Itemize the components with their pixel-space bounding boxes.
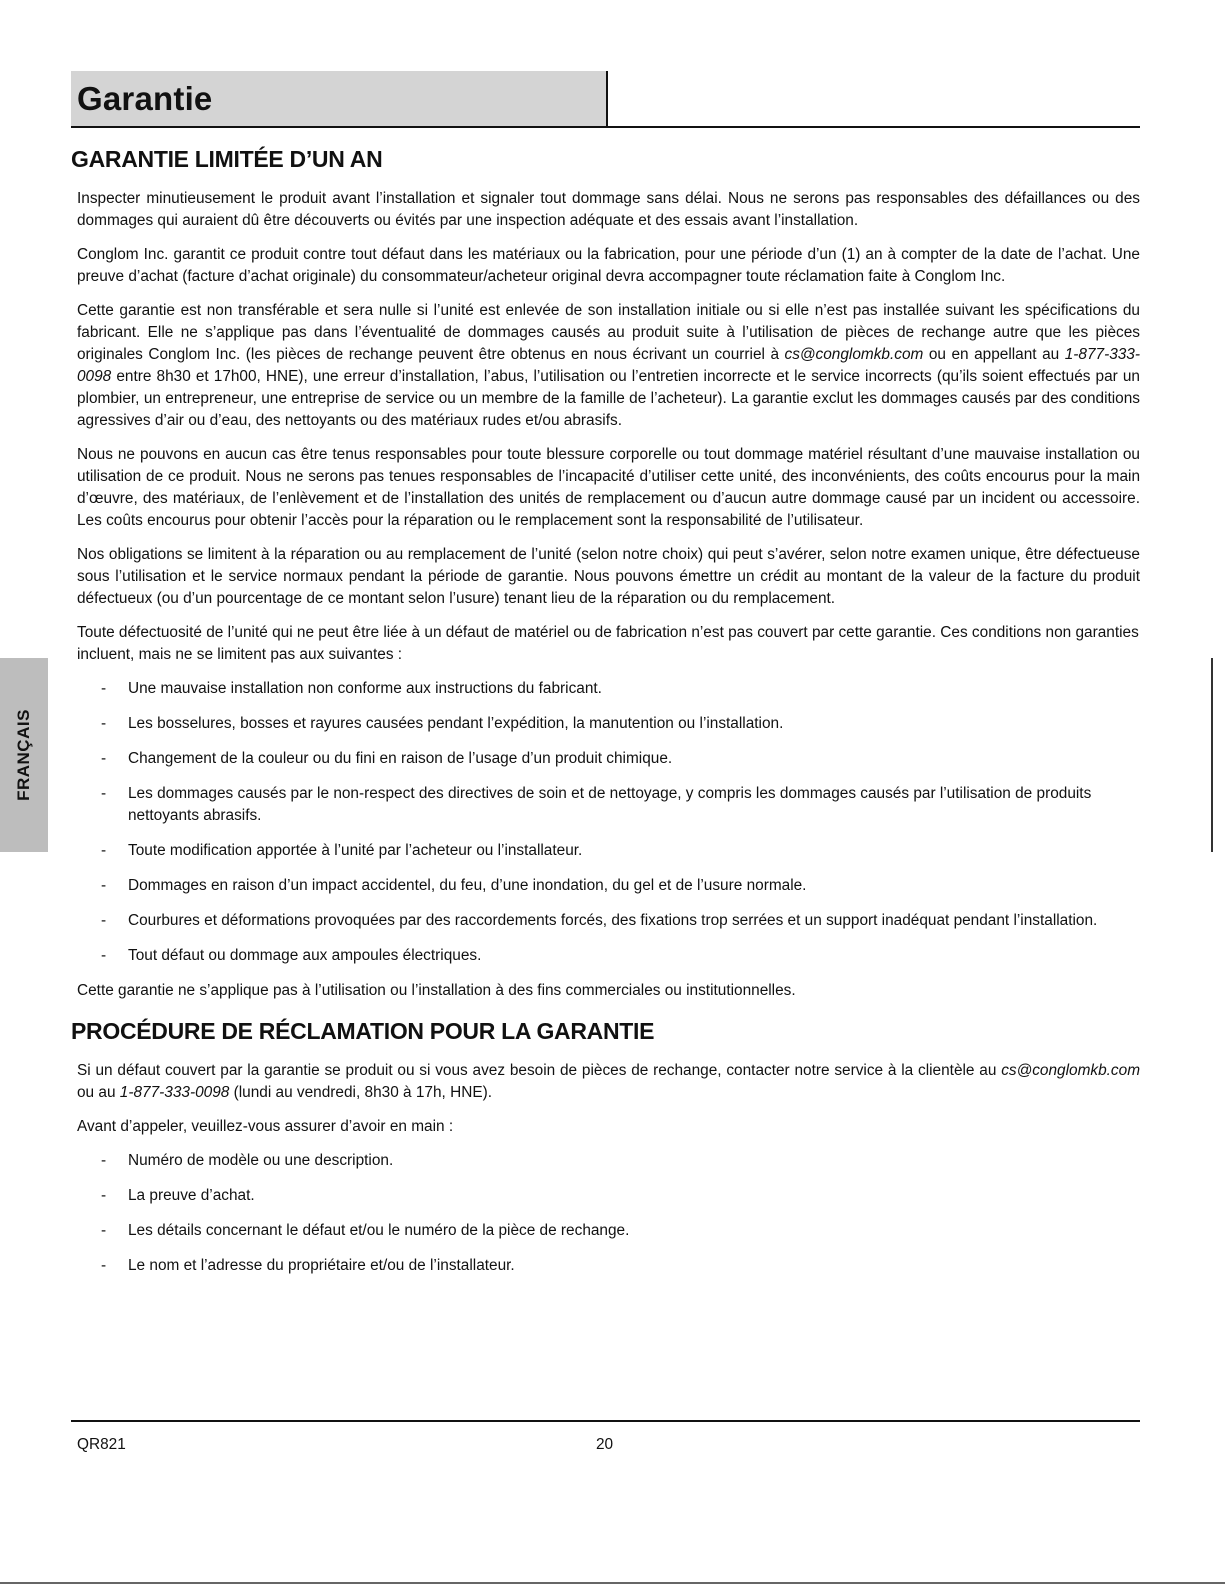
- warranty-paragraph-3: [77, 300, 1140, 432]
- list-item-text: La preuve d’achat.: [128, 1187, 255, 1204]
- list-item-text: Numéro de modèle ou une description.: [128, 1152, 394, 1169]
- support-phone-link[interactable]: 1-877-333-0098: [77, 346, 1140, 385]
- list-item: [71, 910, 1140, 932]
- dash-marker: -: [101, 715, 107, 732]
- language-tab-label: FRANÇAIS: [14, 709, 33, 801]
- dash-marker: -: [101, 1152, 107, 1169]
- warranty-paragraph-2: Conglom Inc. garantit ce produit contre tout défaut dans les matériaux ou la fabrication, pour une période d’un (1) an à compter de la date de l’achat. Une preuve d’achat (facture d’achat originale) du consommateur/acheteur original devra accompagner toute réclamation faite à Conglom Inc.: [77, 246, 1140, 285]
- list-item: [71, 945, 1140, 967]
- dash-marker: -: [101, 750, 107, 767]
- warranty-paragraph-3-part-c: entre 8h30 et 17h00, HNE), une erreur d’installation, l’abus, l’utilisation ou l’entretien incorrecte et le service incorrects (qu’ils soient effectués par un plombier, un entrepreneur, une entreprise de service ou un membre de la famille de l’acheteur). La garantie exclut les dommages causés par des conditions agressives d’air ou d’eau, des nettoyants ou des matériaux rudes et/ou abrasifs.: [77, 368, 1140, 429]
- dash-marker: -: [101, 912, 107, 929]
- header-banner: [71, 71, 608, 126]
- warranty-paragraph-5: Nos obligations se limitent à la réparation ou au remplacement de l’unité (selon notre choix) qui peut s’avérer, selon notre examen unique, être défectueuse sous l’utilisation et le service normaux pendant la période de garantie. Nous pouvons émettre un crédit au montant de la valeur de la facture du produit défectueux (ou d’un pourcentage de ce montant selon l’usure) tenant lieu de la réparation ou du remplacement.: [77, 546, 1140, 607]
- page-title: Garantie: [77, 80, 213, 117]
- page-bottom-edge: [0, 1582, 1225, 1584]
- warranty-paragraph-1: Inspecter minutieusement le produit avant l’installation et signaler tout dommage sans délai. Nous ne serons pas responsables des défaillances ou des dommages qui auraient dû être découverts ou évités par une inspection adéquate et des essais avant l’installation.: [77, 190, 1140, 229]
- header-rule: [71, 126, 1140, 128]
- dash-marker: -: [101, 680, 107, 697]
- main-content: [71, 144, 1140, 1290]
- list-item-text: Courbures et déformations provoquées par des raccordements forcés, des fixations trop serrées et un support inadéquat pendant l’installation.: [128, 912, 1098, 929]
- list-item: [71, 1150, 1140, 1172]
- claim-paragraph-1-part-a: Si un défaut couvert par la garantie se produit ou si vous avez besoin de pièces de rechange, contacter notre service à la clientèle au: [77, 1062, 997, 1079]
- list-item-text: Tout défaut ou dommage aux ampoules électriques.: [128, 947, 482, 964]
- dash-marker: -: [101, 842, 107, 859]
- list-item-text: Les bosselures, bosses et rayures causées pendant l’expédition, la manutention ou l’installation.: [128, 715, 784, 732]
- claim-paragraph-1-part-b: ou au: [77, 1084, 116, 1101]
- list-item-text: Changement de la couleur ou du fini en raison de l’usage d’un produit chimique.: [128, 750, 673, 767]
- page-number: 20: [596, 1436, 614, 1453]
- warranty-paragraph-6: Toute défectuosité de l’unité qui ne peut être liée à un défaut de matériel ou de fabrication n’est pas couvert par cette garantie. Ces conditions non garanties incluent, mais ne se limitent pas aux suivantes :: [77, 624, 1139, 663]
- dash-marker: -: [101, 877, 107, 894]
- dash-marker: -: [101, 1222, 107, 1239]
- claim-paragraph-2: Avant d’appeler, veuillez-vous assurer d’avoir en main :: [77, 1118, 454, 1135]
- edge-marker: [1211, 658, 1213, 852]
- list-item: [71, 678, 1140, 700]
- footer-rule: [71, 1420, 1140, 1422]
- language-tab: [0, 658, 48, 852]
- list-item-text: Toute modification apportée à l’unité par l’acheteur ou l’installateur.: [128, 842, 583, 859]
- claim-paragraph-1-part-c: (lundi au vendredi, 8h30 à 17h, HNE).: [233, 1084, 492, 1101]
- warranty-paragraph-3-part-a: Cette garantie est non transférable et sera nulle si l’unité est enlevée de son installation initiale ou si elle n’est pas installée suivant les spécifications du fabricant. Elle ne s’applique pas dans l’éventualité de dommages causés au produit suite à l’utilisation de pièces de rechange autre que les pièces originales Conglom Inc. (les pièces de rechange peuvent être obtenus en nous écrivant un courriel à: [77, 302, 1140, 363]
- claim-heading: PROCÉDURE DE RÉCLAMATION POUR LA GARANTIE: [71, 1018, 655, 1044]
- dash-marker: -: [101, 947, 107, 964]
- list-item: [71, 1255, 1140, 1277]
- warranty-paragraph-4: Nous ne pouvons en aucun cas être tenus responsables pour toute blessure corporelle ou tout dommage matériel résultant d’une mauvaise installation ou utilisation de ce produit. Nous ne serons pas tenues responsables de l’incapacité d’utiliser cette unité, des inconvénients, des coûts encourus pour la main d’œuvre, des matériaux, de l’enlèvement et de l’installation des unités de remplacement ou d’aucun autre dommage causé par un incident ou accessoire. Les coûts encourus pour obtenir l’accès pour la réparation ou le remplacement sont la responsabilité de l’utilisateur.: [77, 446, 1140, 529]
- list-item: [71, 875, 1140, 897]
- list-item-text: Dommages en raison d’un impact accidentel, du feu, d’une inondation, du gel et de l’usure normale.: [128, 877, 807, 894]
- exclusions-list: [71, 678, 1140, 967]
- warranty-paragraph-3-part-b: ou en appellant au: [928, 346, 1060, 363]
- warranty-paragraph-7: Cette garantie ne s’applique pas à l’utilisation ou l’installation à des fins commerciales ou institutionnelles.: [77, 982, 796, 999]
- list-item-text: Les dommages causés par le non-respect des directives de soin et de nettoyage, y compris les dommages causés par l’utilisation de produits nettoyants abrasifs.: [128, 785, 1092, 824]
- warranty-heading: GARANTIE LIMITÉE D’UN AN: [71, 146, 383, 172]
- claim-email-link[interactable]: cs@conglomkb.com: [1001, 1062, 1141, 1079]
- dash-marker: -: [101, 785, 107, 802]
- list-item-text: Les détails concernant le défaut et/ou le numéro de la pièce de rechange.: [128, 1222, 630, 1239]
- model-number: QR821: [77, 1436, 126, 1453]
- list-item: [71, 783, 1140, 827]
- list-item-text: Une mauvaise installation non conforme aux instructions du fabricant.: [128, 680, 602, 697]
- dash-marker: -: [101, 1187, 107, 1204]
- claim-checklist: [71, 1150, 1140, 1277]
- dash-marker: -: [101, 1257, 107, 1274]
- list-item-text: Le nom et l’adresse du propriétaire et/ou de l’installateur.: [128, 1257, 515, 1274]
- list-item: [71, 1220, 1140, 1242]
- claim-phone-link[interactable]: 1-877-333-0098: [119, 1084, 230, 1101]
- list-item: [71, 840, 1140, 862]
- list-item: [71, 713, 1140, 735]
- support-email-link[interactable]: cs@conglomkb.com: [784, 346, 924, 363]
- list-item: [71, 748, 1140, 770]
- list-item: [71, 1185, 1140, 1207]
- claim-paragraph-1: [77, 1060, 1140, 1104]
